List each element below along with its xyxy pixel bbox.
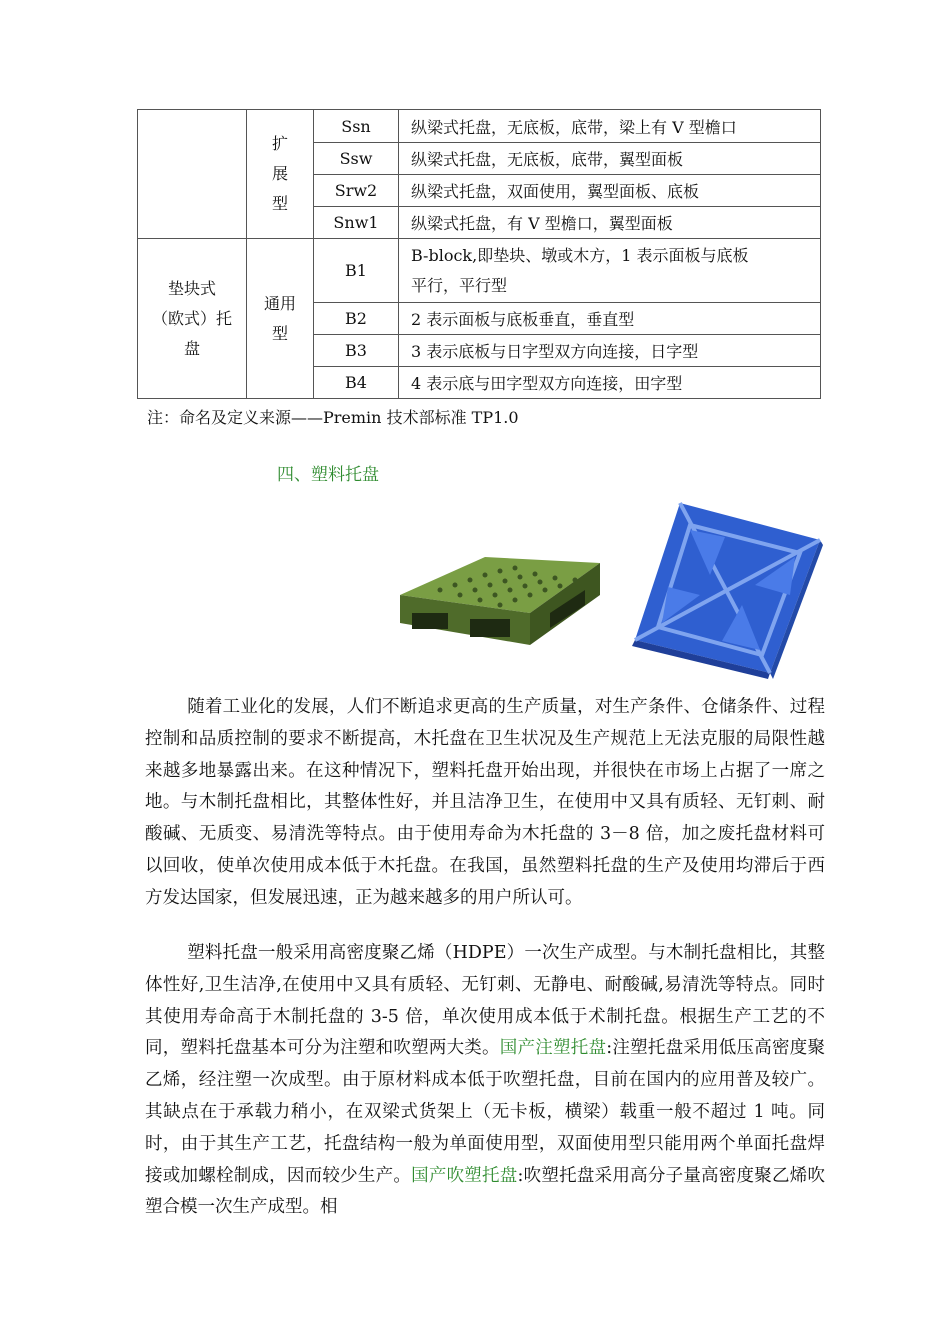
section-heading: 四、塑料托盘 xyxy=(277,465,379,485)
code-cell: B2 xyxy=(314,303,399,335)
desc-cell: 2 表示面板与底板垂直，垂直型 xyxy=(399,303,821,335)
table-note: 注：命名及定义来源——Premin 技术部标准 TP1.0 xyxy=(147,408,519,427)
category-block-pallet: 垫块式 （欧式）托 盘 xyxy=(138,239,247,399)
desc-cell: 3 表示底板与日字型双方向连接，日字型 xyxy=(399,335,821,367)
code-cell: B4 xyxy=(314,367,399,399)
blue-pallet-image xyxy=(632,503,823,679)
code-cell: Snw1 xyxy=(314,207,399,239)
code-cell: Ssw xyxy=(314,143,399,175)
plastic-pallet-photos xyxy=(390,495,830,685)
desc-cell: 纵梁式托盘，无底板，底带，梁上有 V 型檐口 xyxy=(399,110,821,143)
paragraph-1: 随着工业化的发展，人们不断追求更高的生产质量，对生产条件、仓储条件、过程控制和品质控制的要求不断提高，木托盘在卫生状况及生产规范上无法克服的局限性越来越多地暴露出来。在这种情况下，塑料托盘开始出现，并很快在市场上占据了一席之地。与木制托盘相比，其整体性好，并且洁净卫生，在使用中又具有质轻、无钉刺、耐酸碱、无质变、易清洗等特点。由于使用寿命为木托盘的 3－8 倍，加之废托盘材料可以回收，使单次使用成本低于木托盘。在我国，虽然塑料托盘的生产及使用均滞后于西方发达国家，但发展迅速，正为越来越多的用户所认可。 xyxy=(145,697,825,908)
paragraph-2: 塑料托盘一般采用高密度聚乙烯（HDPE）一次生产成型。与木制托盘相比，其整体性好,卫生洁净,在使用中又具有质轻、无钉刺、无静电、耐酸碱,易清洗等特点。同时其使用寿命高于木制托盘的 3-5 倍，单次使用成本低于术制托盘。根据生产工艺的不同，塑料托盘基本可分为注塑和吹塑两大类。国产注塑托盘:注塑托盘采用低压高密度聚乙烯，经注塑一次成型。由于原材料成本低于吹塑托盘，目前在国内的应用普及较广。其缺点在于承载力稍小，在双梁式货架上（无卡板，横梁）载重一般不超过 1 吨。同时，由于其生产工艺，托盘结构一般为单面使用型，双面使用型只能用两个单面托盘焊接或加螺栓制成，因而较少生产。国产吹塑托盘:吹塑托盘采用高分子量高密度聚乙烯吹塑合模一次生产成型。相 xyxy=(145,943,826,1218)
desc-cell: 纵梁式托盘，有 V 型檐口，翼型面板 xyxy=(399,207,821,239)
type-label-extended: 扩 展 型 xyxy=(247,110,314,239)
desc-cell: 4 表示底与田字型双方向连接，田字型 xyxy=(399,367,821,399)
desc-cell: 纵梁式托盘，双面使用，翼型面板、底板 xyxy=(399,175,821,207)
code-cell: Ssn xyxy=(314,110,399,143)
desc-cell: 纵梁式托盘，无底板，底带，翼型面板 xyxy=(399,143,821,175)
green-pallet-image xyxy=(400,557,600,645)
link-injection-pallet[interactable]: 国产注塑托盘 xyxy=(499,1038,607,1059)
code-cell: B3 xyxy=(314,335,399,367)
code-cell: Srw2 xyxy=(314,175,399,207)
code-cell: B1 xyxy=(314,239,399,303)
empty-category-cell xyxy=(138,110,247,239)
desc-cell: B-block,即垫块、墩或木方，1 表示面板与底板 平行，平行型 xyxy=(399,239,821,303)
pallet-type-table xyxy=(137,109,821,399)
type-label-general: 通用 型 xyxy=(247,239,314,399)
link-blow-molded-pallet[interactable]: 国产吹塑托盘 xyxy=(411,1165,518,1186)
